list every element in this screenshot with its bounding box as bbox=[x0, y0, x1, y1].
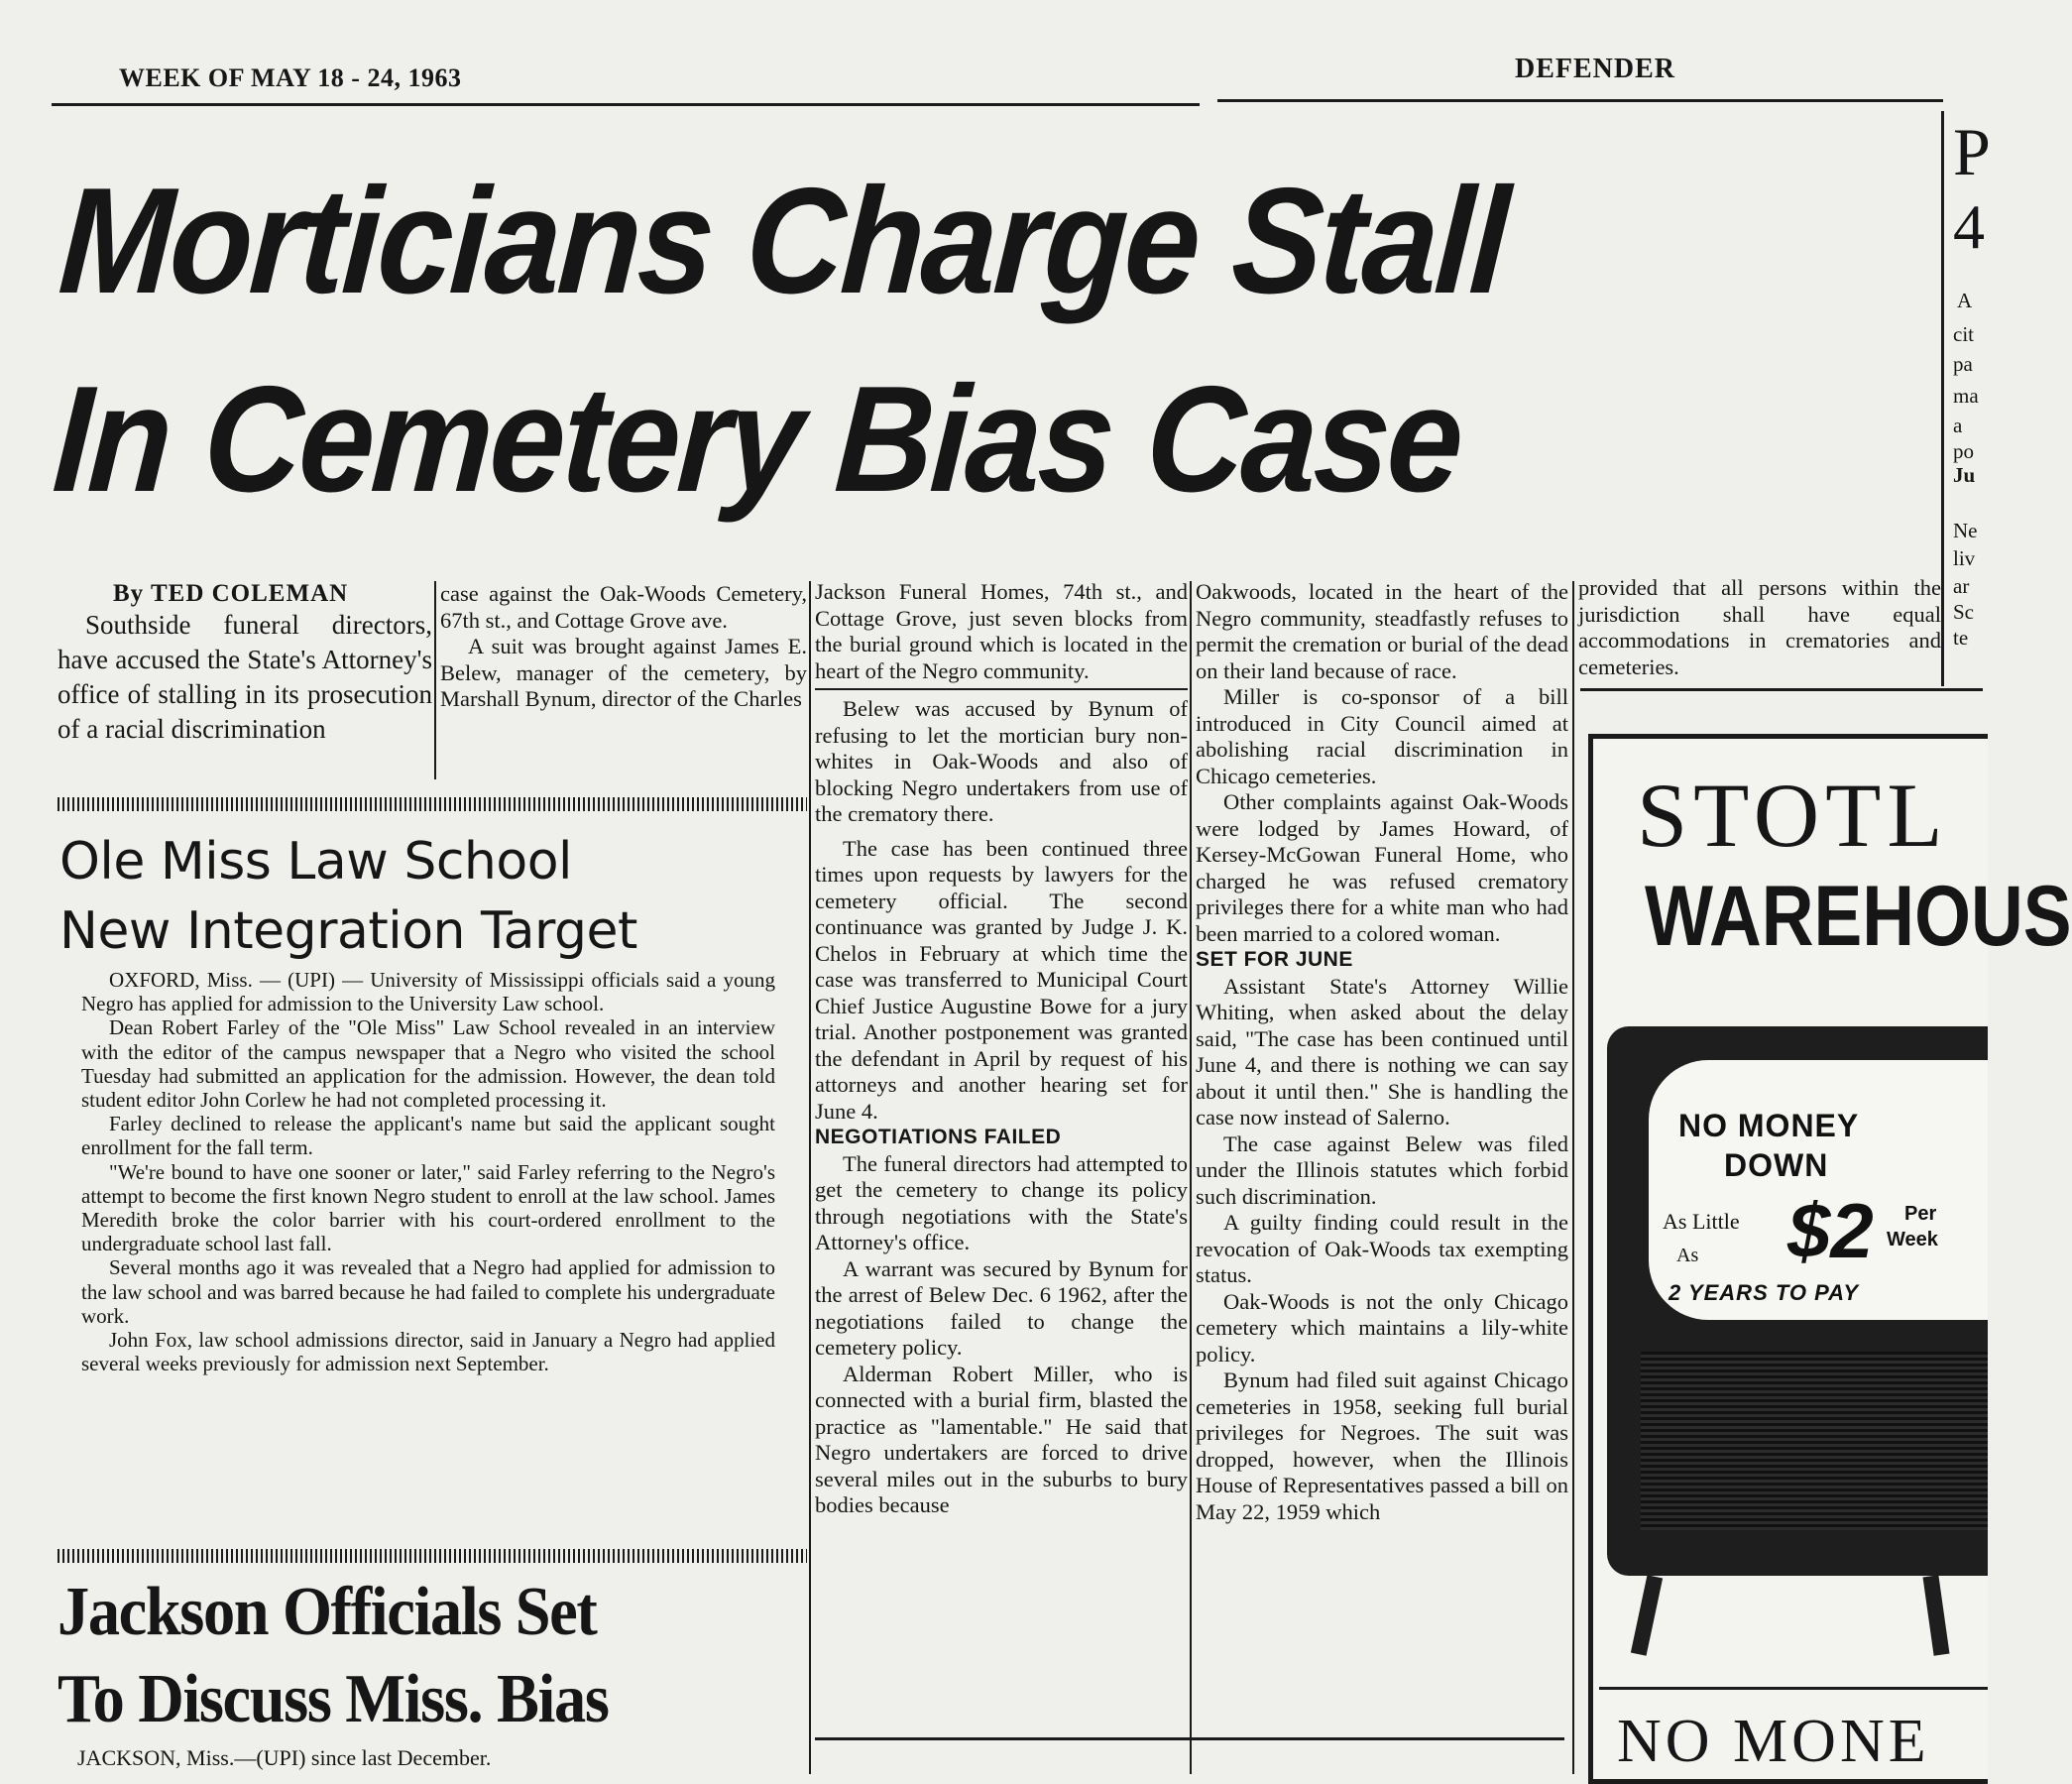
edge-fragment: pa bbox=[1953, 352, 1973, 376]
col-divider bbox=[809, 581, 811, 1774]
paragraph: provided that all persons within the jurisdiction shall have equal accommodations in crematories and cemeteries. bbox=[1578, 575, 1941, 679]
edge-fragment: po bbox=[1953, 439, 1974, 463]
ad-as-little: As Little bbox=[1663, 1209, 1740, 1234]
right-column-rule bbox=[1941, 111, 1944, 686]
col-divider bbox=[1572, 581, 1574, 1774]
subhead-set-for-june: SET FOR JUNE bbox=[1196, 948, 1353, 971]
paragraph: Belew was accused by Bynum of refusing to let the mortician bury non-whites in Oak-Woods and also of blocking Negro undertakers from use of the crematory there. bbox=[815, 696, 1188, 826]
hatch-separator bbox=[58, 1549, 807, 1563]
edge-fragment: Ne bbox=[1953, 519, 1978, 542]
main-story-col1 bbox=[58, 581, 432, 747]
ad-top-rule bbox=[1580, 688, 1983, 691]
ad-price: $2 bbox=[1787, 1187, 1874, 1274]
ad-per: Per bbox=[1904, 1203, 1937, 1225]
paragraph: The case has been continued three times upon requests by lawyers for the cemetery official. The second continuance was granted by Judge J. K. Chelos in February at which time the case was transferred to Municipal Court Chief Justice Augustine Bowe for a jury trial. Another postponement was granted the defendant in April by request of his attorneys and another hearing set for June 4. bbox=[815, 835, 1188, 1124]
main-story-col4 bbox=[1196, 579, 1568, 1525]
ad-store-name: STOTL bbox=[1637, 765, 1949, 866]
ole-miss-headline-line1: Ole Miss Law School bbox=[59, 832, 572, 892]
paragraph: Assistant State's Attorney Willie Whiting, when asked about the delay said, "The case has been continued until June 4, and there is nothing we can say about it until then." She is handling the case now instead of Salerno. bbox=[1196, 973, 1568, 1130]
edge-fragment: Ju bbox=[1953, 463, 1976, 487]
paragraph: Dean Robert Farley of the "Ole Miss" Law School revealed in an interview with the editor of the campus newspaper that a Negro who visited the school Tuesday had submitted an application for the admission. However, the dean told student editor John Corlew he had not completed processing it. bbox=[81, 1015, 775, 1113]
ad-down: DOWN bbox=[1724, 1147, 1829, 1183]
dateline: WEEK OF MAY 18 - 24, 1963 bbox=[119, 63, 462, 92]
main-headline-line1: Morticians Charge Stall bbox=[55, 157, 1512, 325]
tv-leg bbox=[1923, 1575, 1950, 1655]
paragraph: "We're bound to have one sooner or later," said Farley referring to the Negro's attempt to become the first known Negro student to enroll at the law school. James Meredith broke the color barrier with his court-ordered enrollment to the undergraduate school last fall. bbox=[81, 1159, 775, 1256]
advertisement bbox=[1588, 734, 2072, 1784]
col-bottom-rule bbox=[815, 1737, 1564, 1740]
paragraph: John Fox, law school admissions director, said in January a Negro had applied several weeks previously for admission next September. bbox=[81, 1328, 775, 1376]
ad-no-money: NO MONEY bbox=[1678, 1108, 1860, 1143]
edge-fragment: Sc bbox=[1953, 600, 1974, 624]
col-divider bbox=[434, 581, 436, 779]
top-rule-left bbox=[52, 103, 1200, 106]
jackson-headline-line1: Jackson Officials Set bbox=[58, 1574, 597, 1650]
ad-week: Week bbox=[1887, 1229, 1938, 1250]
ad-bottom-text: NO MONE bbox=[1617, 1708, 1930, 1775]
paragraph: Farley declined to release the applicant's name but said the applicant sought enrollment for the fall term. bbox=[81, 1112, 775, 1160]
tv-screen bbox=[1649, 1060, 1988, 1320]
subhead-negotiations: NEGOTIATIONS FAILED bbox=[815, 1126, 1062, 1148]
masthead: DEFENDER bbox=[1515, 54, 1676, 84]
edge-fragment: a bbox=[1953, 414, 1963, 437]
edge-fragment: te bbox=[1953, 626, 1969, 650]
paragraph: Miller is co-sponsor of a bill introduced in City Council aimed at abolishing racial discrimination in Chicago cemeteries. bbox=[1196, 684, 1568, 788]
edge-fragment: A bbox=[1957, 289, 1973, 312]
col-divider bbox=[1190, 581, 1192, 1774]
edge-fragment: liv bbox=[1953, 546, 1976, 570]
hatch-separator bbox=[58, 797, 807, 811]
paragraph: A guilty finding could result in the revocation of Oak-Woods tax exempting status. bbox=[1196, 1210, 1568, 1287]
tv-grille bbox=[1641, 1352, 1988, 1530]
main-story-col3 bbox=[815, 579, 1188, 1519]
ole-miss-headline-line2: New Integration Target bbox=[59, 901, 637, 961]
jackson-dateline: JACKSON, Miss.—(UPI) since last December. bbox=[77, 1745, 492, 1770]
ad-store-type: WAREHOUS bbox=[1645, 869, 2072, 964]
paragraph: Alderman Robert Miller, who is connected with a burial firm, blasted the practice as "lamentable." He said that Negro undertakers are forced to drive several miles out in the suburbs to bury bodies because bbox=[815, 1361, 1188, 1517]
ole-miss-body bbox=[81, 968, 775, 1375]
edge-big-letter: P bbox=[1953, 114, 1991, 189]
paragraph: Other complaints against Oak-Woods were lodged by James Howard, of Kersey-McGowan Funeral Home, who charged he was refused crematory privileges there for a white man who had been married to a colored woman. bbox=[1196, 789, 1568, 946]
paragraph: Jackson Funeral Homes, 74th st., and Cottage Grove, just seven blocks from the burial ground which is located in the heart of the Negro community. bbox=[815, 579, 1188, 683]
main-story-col2 bbox=[440, 581, 807, 713]
paragraph: case against the Oak-Woods Cemetery, 67th st., and Cottage Grove ave. bbox=[440, 581, 807, 633]
paragraph: The funeral directors had attempted to get the cemetery to change its policy through negotiations with the State's Attorney's office. bbox=[815, 1150, 1188, 1254]
tv-leg bbox=[1631, 1575, 1663, 1656]
paragraph: Oak-Woods is not the only Chicago cemetery which maintains a lily-white policy. bbox=[1196, 1288, 1568, 1367]
paragraph: A warrant was secured by Bynum for the arrest of Belew Dec. 6 1962, after the negotiations failed to change the cemetery policy. bbox=[815, 1255, 1188, 1360]
edge-fragment: ar bbox=[1953, 574, 1970, 598]
paragraph: The case against Belew was filed under the Illinois statutes which forbid such discrimination. bbox=[1196, 1130, 1568, 1209]
edge-fragment: cit bbox=[1953, 322, 1974, 346]
paragraph: Bynum had filed suit against Chicago cemeteries in 1958, seeking full burial privileges for Negroes. The suit was dropped, however, when the Illinois House of Representatives passed a bill on May 22, 1959 which bbox=[1196, 1368, 1568, 1524]
ad-inner-rule bbox=[1599, 1687, 1988, 1690]
lead-paragraph: Southside funeral directors, have accused the State's Attorney's office of stalling in its prosecution of a racial discrimination bbox=[58, 609, 432, 744]
ad-terms: 2 YEARS TO PAY bbox=[1669, 1280, 1860, 1305]
main-headline-line2: In Cemetery Bias Case bbox=[49, 355, 1466, 524]
col-rule bbox=[815, 688, 1188, 690]
byline: By TED COLEMAN bbox=[113, 580, 349, 607]
paragraph: A suit was brought against James E. Belew, manager of the cemetery, by Marshall Bynum, director of the Charles bbox=[440, 634, 807, 711]
main-story-col5 bbox=[1578, 575, 1941, 680]
paragraph: Oakwoods, located in the heart of the Negro community, steadfastly refuses to permit the cremation or burial of the dead on their land because of race. bbox=[1196, 579, 1568, 683]
ad-as: As bbox=[1676, 1245, 1699, 1266]
jackson-headline-line2: To Discuss Miss. Bias bbox=[58, 1661, 609, 1737]
top-rule-right bbox=[1217, 99, 1943, 102]
tv-set-illustration bbox=[1607, 1026, 1988, 1576]
edge-big-number: 4 bbox=[1953, 191, 1985, 262]
paragraph: OXFORD, Miss. — (UPI) — University of Mississippi officials said a young Negro has applied for admission to the University Law school. bbox=[81, 968, 775, 1016]
edge-fragment: ma bbox=[1953, 384, 1979, 408]
paragraph: Several months ago it was revealed that a Negro had applied for admission to the law school and was barred because he had failed to complete his undergraduate work. bbox=[81, 1255, 775, 1328]
